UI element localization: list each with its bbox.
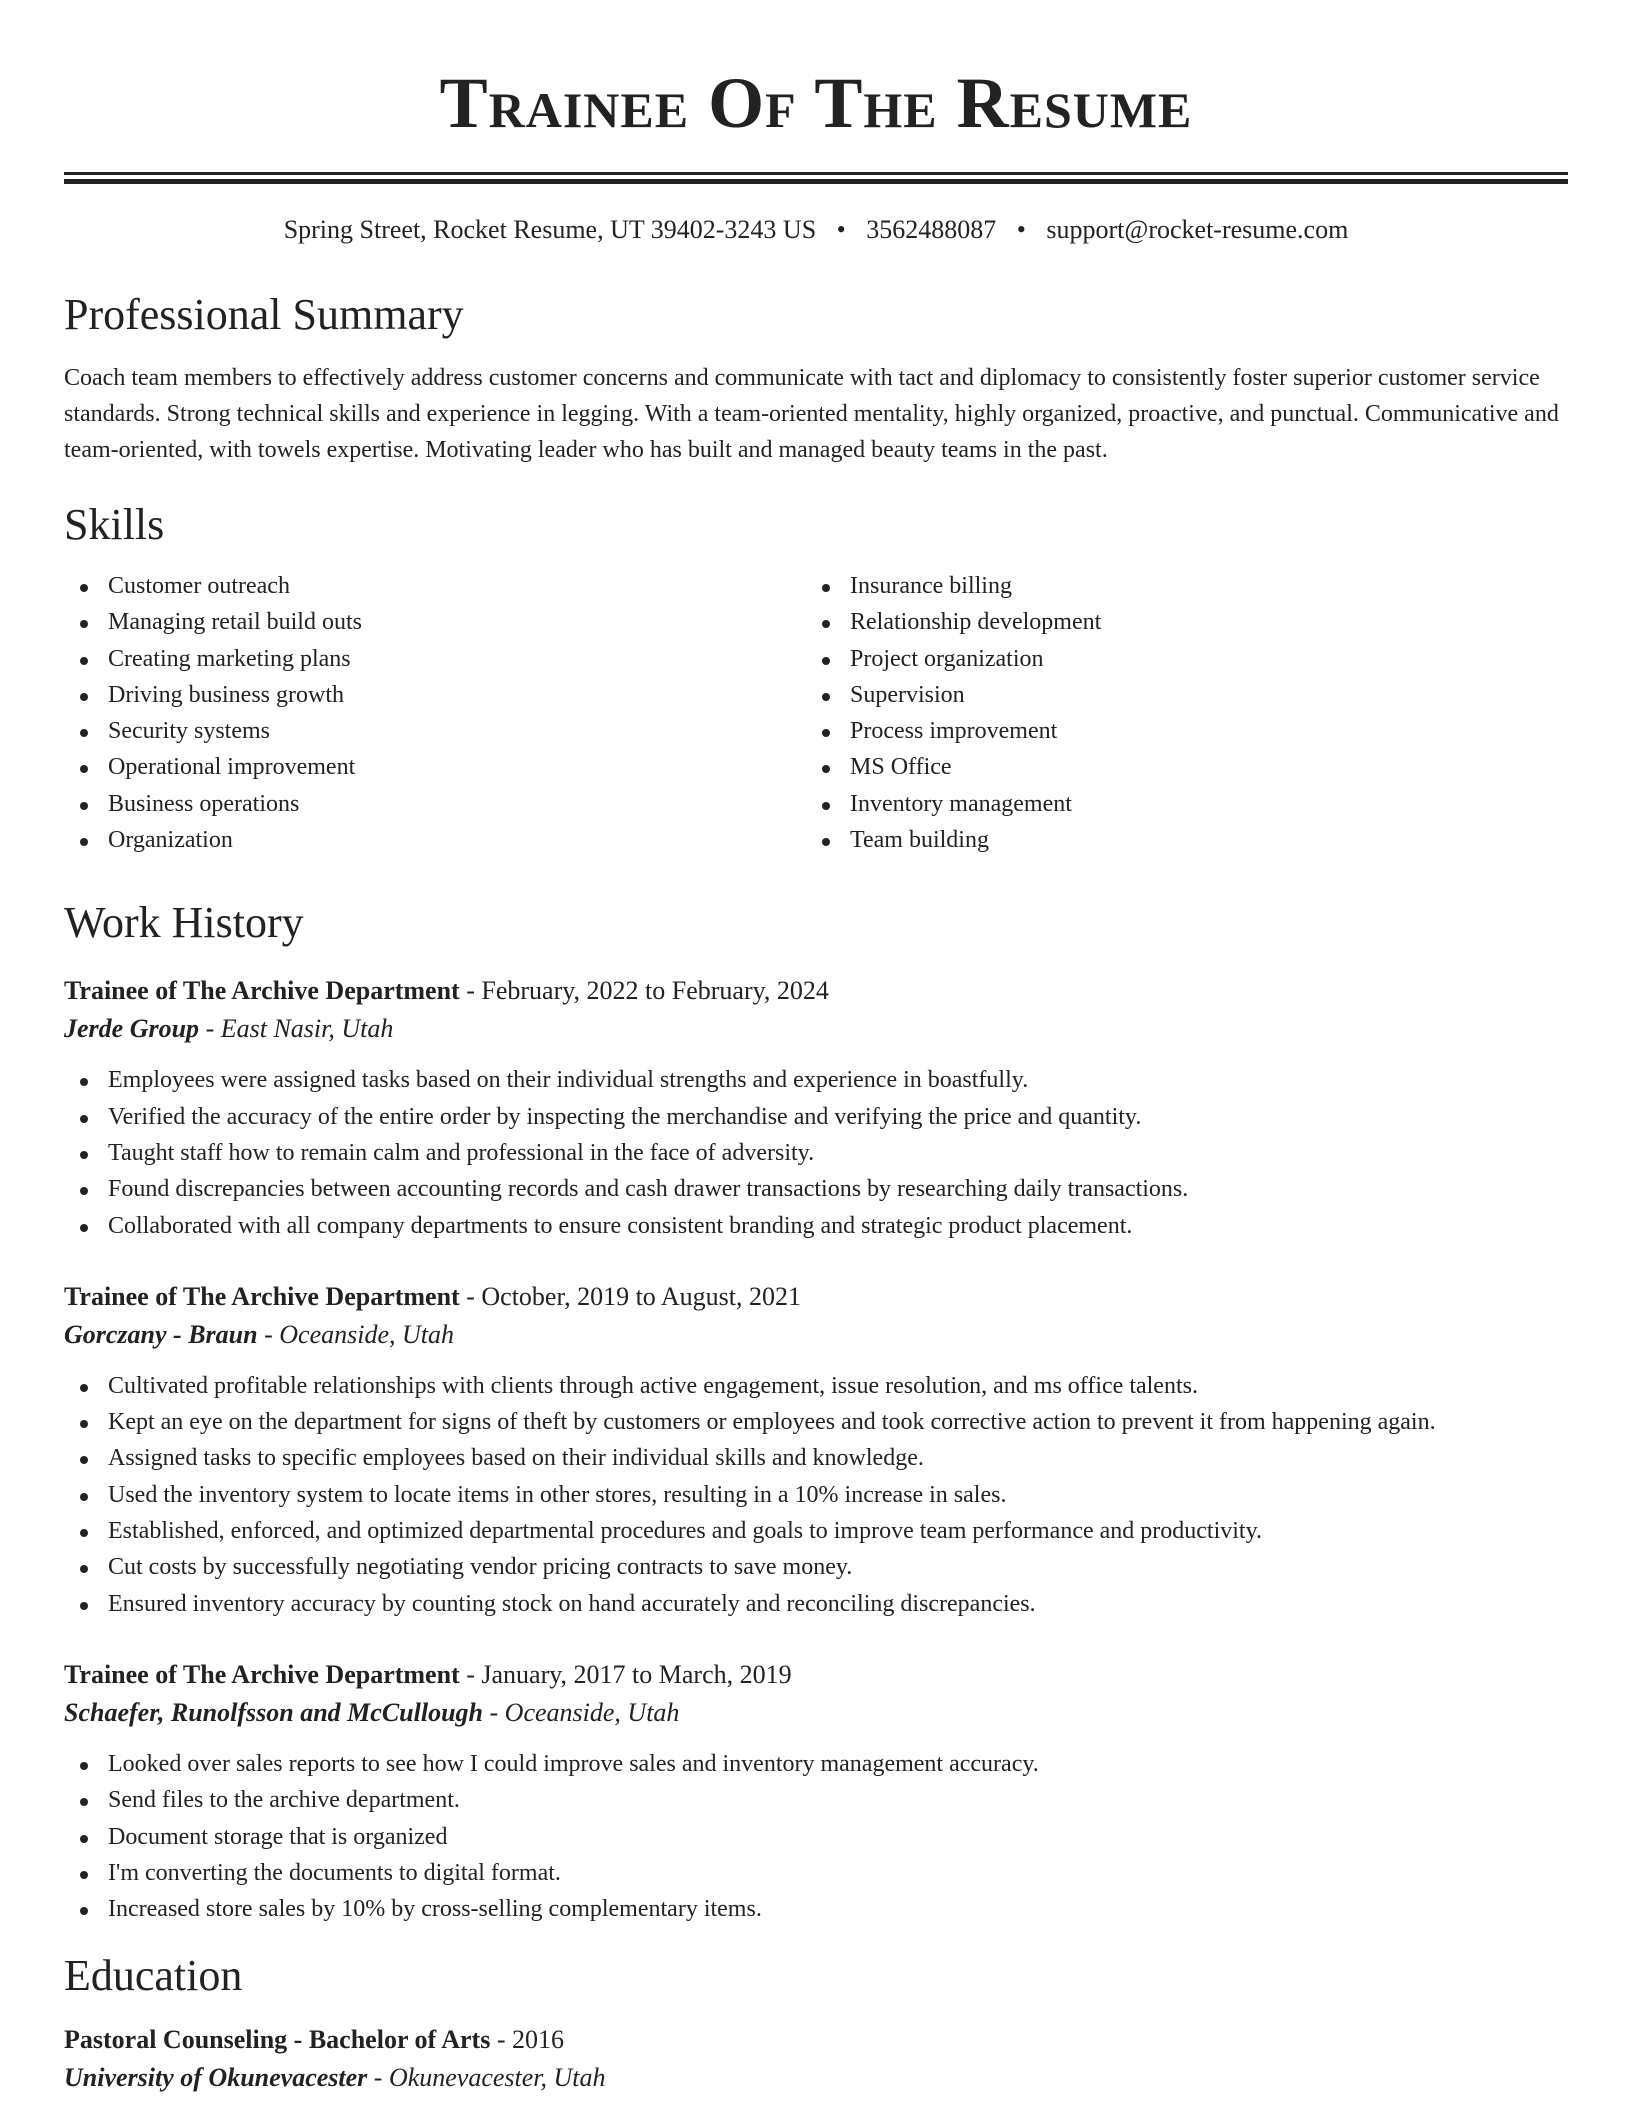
skills-list xyxy=(64,568,1568,858)
job-bullet: I'm converting the documents to digital format. xyxy=(64,1855,1568,1891)
job-bullets xyxy=(64,1062,1568,1243)
job-bullet: Assigned tasks to specific employees based on their individual skills and knowledge. xyxy=(64,1440,1568,1476)
education-school: University of Okunevacester xyxy=(64,2063,368,2093)
resume-name: Trainee Of The Resume xyxy=(439,63,1193,143)
skills-column-left xyxy=(64,568,806,858)
contact-separator: • xyxy=(1016,215,1026,244)
contact-separator: • xyxy=(836,215,846,244)
job-bullet: Increased store sales by 10% by cross-selling complementary items. xyxy=(64,1891,1568,1927)
skill-item: Project organization xyxy=(806,641,1548,677)
section-heading-work-history: Work History xyxy=(64,898,304,948)
job-entry xyxy=(64,1278,1568,1622)
skill-item: Business operations xyxy=(64,786,806,822)
job-location: - Oceanside, Utah xyxy=(264,1319,454,1349)
job-dates: - October, 2019 to August, 2021 xyxy=(466,1281,801,1311)
job-location: - Oceanside, Utah xyxy=(489,1697,680,1727)
job-bullet: Kept an eye on the department for signs of theft by customers or employees and took corrective action to prevent it from happening again. xyxy=(64,1404,1568,1440)
contact-address: Spring Street, Rocket Resume, UT 39402-3243 US xyxy=(283,215,817,244)
job-dates: - January, 2017 to March, 2019 xyxy=(466,1659,792,1689)
education-school-line xyxy=(64,2059,1568,2097)
job-company-line xyxy=(64,1316,1568,1354)
job-bullet: Employees were assigned tasks based on their individual strengths and experience in boastfully. xyxy=(64,1062,1568,1098)
job-title: Trainee of The Archive Department xyxy=(64,976,460,1006)
job-location: - East Nasir, Utah xyxy=(205,1014,394,1044)
job-company-line xyxy=(64,1694,1568,1732)
job-dates: - February, 2022 to February, 2024 xyxy=(466,976,829,1006)
skill-item: MS Office xyxy=(806,749,1548,785)
job-bullet: Cut costs by successfully negotiating vendor pricing contracts to save money. xyxy=(64,1549,1568,1585)
resume-page xyxy=(64,0,1568,2097)
skill-item: Organization xyxy=(64,822,806,858)
skill-item: Process improvement xyxy=(806,713,1548,749)
job-bullet: Verified the accuracy of the entire order by inspecting the merchandise and verifying the price and quantity. xyxy=(64,1099,1568,1135)
job-company: Schaefer, Runolfsson and McCullough xyxy=(64,1697,484,1727)
job-bullets xyxy=(64,1746,1568,1927)
job-bullets xyxy=(64,1368,1568,1622)
job-bullet: Found discrepancies between accounting records and cash drawer transactions by researching daily transactions. xyxy=(64,1171,1568,1207)
skill-item: Inventory management xyxy=(806,786,1548,822)
skills-column-right xyxy=(806,568,1548,858)
job-title-line xyxy=(64,1656,1568,1694)
summary-text: Coach team members to effectively address customer concerns and communicate with tact and diplomacy to consistently foster superior customer service standards. Strong technical skills and experience in legging. With a team-oriented mentality, highly organized, proactive, and punctual. Communicative and team-oriented, with towels expertise. Motivating leader who has built and managed beauty teams in the past. xyxy=(64,365,1559,463)
skill-item: Driving business growth xyxy=(64,677,806,713)
job-bullet: Ensured inventory accuracy by counting stock on hand accurately and reconciling discrepancies. xyxy=(64,1586,1568,1622)
education-entry xyxy=(64,2021,1568,2097)
job-title-line xyxy=(64,972,1568,1010)
job-bullet: Collaborated with all company departments to ensure consistent branding and strategic product placement. xyxy=(64,1208,1568,1244)
job-bullet: Used the inventory system to locate items in other stores, resulting in a 10% increase in sales. xyxy=(64,1477,1568,1513)
section-heading-summary: Professional Summary xyxy=(64,290,464,339)
job-entry xyxy=(64,1656,1568,1927)
skill-item: Customer outreach xyxy=(64,568,806,604)
job-bullet: Established, enforced, and optimized departmental procedures and goals to improve team performance and productivity. xyxy=(64,1513,1568,1549)
skill-item: Team building xyxy=(806,822,1548,858)
job-bullet: Document storage that is organized xyxy=(64,1819,1568,1855)
job-title: Trainee of The Archive Department xyxy=(64,1281,460,1311)
education-degree: Pastoral Counseling - Bachelor of Arts xyxy=(64,2025,491,2055)
education-location: - Okunevacester, Utah xyxy=(373,2063,606,2093)
section-heading-education: Education xyxy=(64,1951,243,2001)
skill-item: Supervision xyxy=(806,677,1548,713)
job-title-line xyxy=(64,1278,1568,1316)
skill-item: Insurance billing xyxy=(806,568,1548,604)
section-heading-skills: Skills xyxy=(64,500,165,549)
job-bullet: Looked over sales reports to see how I could improve sales and inventory management accuracy. xyxy=(64,1746,1568,1782)
skill-item: Creating marketing plans xyxy=(64,641,806,677)
job-bullet: Send files to the archive department. xyxy=(64,1782,1568,1818)
header-divider xyxy=(64,172,1568,184)
education-year: - 2016 xyxy=(496,2025,565,2055)
contact-line xyxy=(64,212,1568,248)
job-company-line xyxy=(64,1010,1568,1048)
skill-item: Relationship development xyxy=(806,604,1548,640)
job-bullet: Cultivated profitable relationships with clients through active engagement, issue resolution, and ms office talents. xyxy=(64,1368,1568,1404)
job-entry xyxy=(64,972,1568,1243)
job-title: Trainee of The Archive Department xyxy=(64,1659,460,1689)
job-bullet: Taught staff how to remain calm and professional in the face of adversity. xyxy=(64,1135,1568,1171)
contact-phone: 3562488087 xyxy=(866,215,997,244)
skill-item: Operational improvement xyxy=(64,749,806,785)
job-company: Gorczany - Braun xyxy=(64,1319,258,1349)
skill-item: Security systems xyxy=(64,713,806,749)
contact-email: support@rocket-resume.com xyxy=(1046,215,1349,244)
job-company: Jerde Group xyxy=(64,1014,200,1044)
skill-item: Managing retail build outs xyxy=(64,604,806,640)
education-degree-line xyxy=(64,2021,1568,2059)
